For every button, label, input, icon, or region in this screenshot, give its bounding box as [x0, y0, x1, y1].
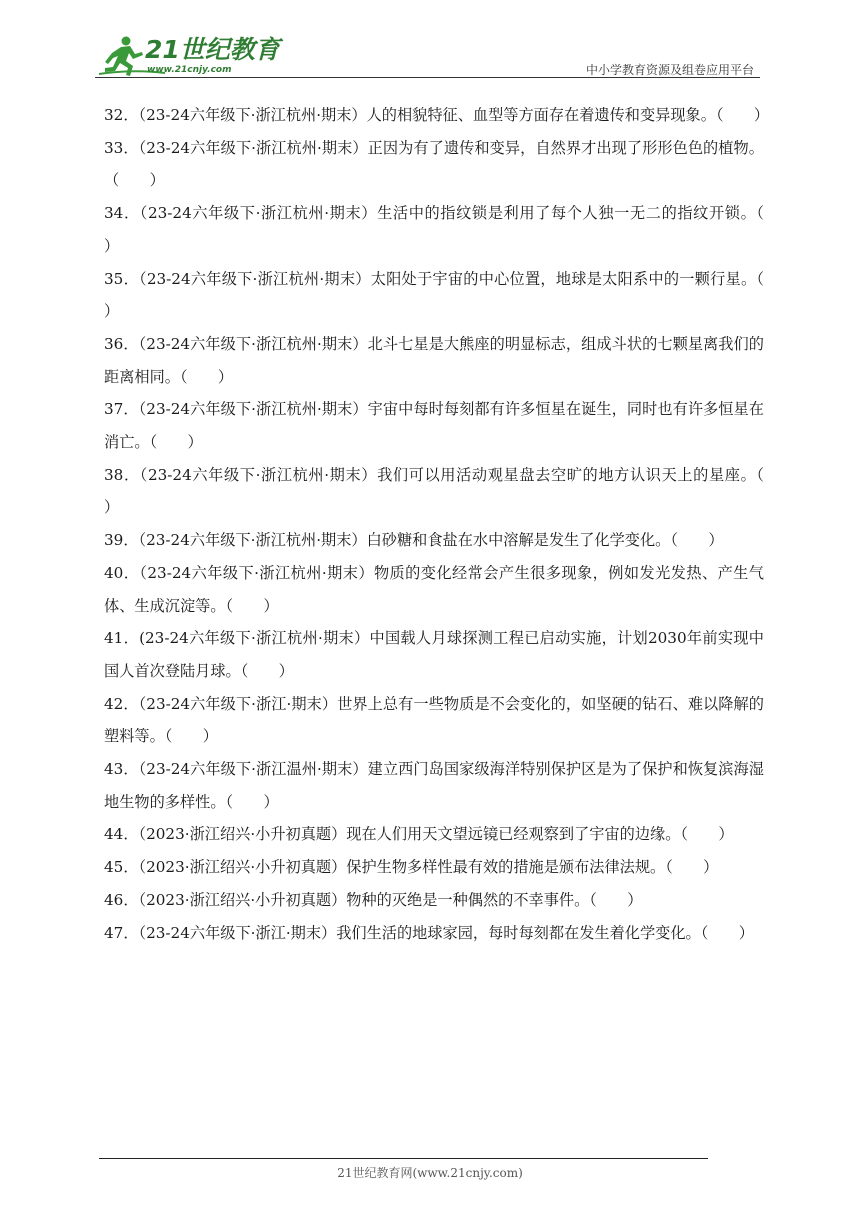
footer-text: 21世纪教育网(www.21cnjy.com)	[337, 1166, 523, 1180]
logo-21cnjy	[95, 28, 280, 80]
question-item: 39．（23-24六年级下·浙江杭州·期末）白砂糖和食盐在水中溶解是发生了化学变化。（ ）	[104, 531, 724, 550]
question-item: 33．（23-24六年级下·浙江杭州·期末）正因为有了遗传和变异，自然界才出现了形形色色的植物。（ ）	[104, 138, 764, 190]
question-item: 44．（2023·浙江绍兴·小升初真题）现在人们用天文望远镜已经观察到了宇宙的边缘。（ ）	[104, 825, 734, 844]
question-item: 41．(23-24六年级下·浙江杭州·期末）中国载人月球探测工程已启动实施，计划2030年前实现中国人首次登陆月球。（ ）	[104, 629, 764, 680]
question-list	[104, 99, 795, 949]
question-item: 47．（23-24六年级下·浙江·期末）我们生活的地球家园，每时每刻都在发生着化学变化。（ ）	[104, 923, 754, 942]
question-item: 42．（23-24六年级下·浙江·期末）世界上总有一些物质是不会变化的，如坚硬的钻石、难以降解的塑料等。（ ）	[104, 694, 764, 746]
question-item: 36．（23-24六年级下·浙江杭州·期末）北斗七星是大熊座的明显标志，组成斗状的七颗星离我们的距离相同。（ ）	[104, 334, 764, 386]
runner-icon	[105, 37, 143, 77]
footer-divider	[99, 1158, 708, 1159]
question-item: 38．（23-24六年级下·浙江杭州·期末）我们可以用活动观星盘去空旷的地方认识天上的星座。（ ）	[104, 465, 795, 517]
question-item: 34．（23-24六年级下·浙江杭州·期末）生活中的指纹锁是利用了每个人独一无二的指纹开锁。（ ）	[104, 204, 795, 255]
logo-url: www.21cnjy.com	[147, 65, 232, 75]
question-item: 32．（23-24六年级下·浙江杭州·期末）人的相貌特征、血型等方面存在着遗传和变异现象。（ ）	[104, 106, 770, 124]
question-item: 35．（23-24六年级下·浙江杭州·期末）太阳处于宇宙的中心位置，地球是太阳系中的一颗行星。（ ）	[104, 269, 795, 321]
question-item: 37．（23-24六年级下·浙江杭州·期末）宇宙中每时每刻都有许多恒星在诞生，同时也有许多恒星在消亡。（ ）	[104, 400, 764, 452]
page-header	[95, 28, 760, 80]
header-platform-title: 中小学教育资源及组卷应用平台	[585, 63, 754, 77]
header-divider	[95, 77, 760, 78]
question-item: 40．（23-24六年级下·浙江杭州·期末）物质的变化经常会产生很多现象，例如发光发热、产生气体、生成沉淀等。（ ）	[104, 563, 764, 615]
logo-text: 21世纪教育	[145, 35, 280, 64]
question-item: 46．（2023·浙江绍兴·小升初真题）物种的灭绝是一种偶然的不幸事件。（ ）	[104, 890, 643, 909]
question-item: 45．（2023·浙江绍兴·小升初真题）保护生物多样性最有效的措施是颁布法律法规。（ ）	[104, 858, 719, 877]
question-item: 43．（23-24六年级下·浙江温州·期末）建立西门岛国家级海洋特别保护区是为了保护和恢复滨海湿地生物的多样性。（ ）	[104, 760, 764, 811]
